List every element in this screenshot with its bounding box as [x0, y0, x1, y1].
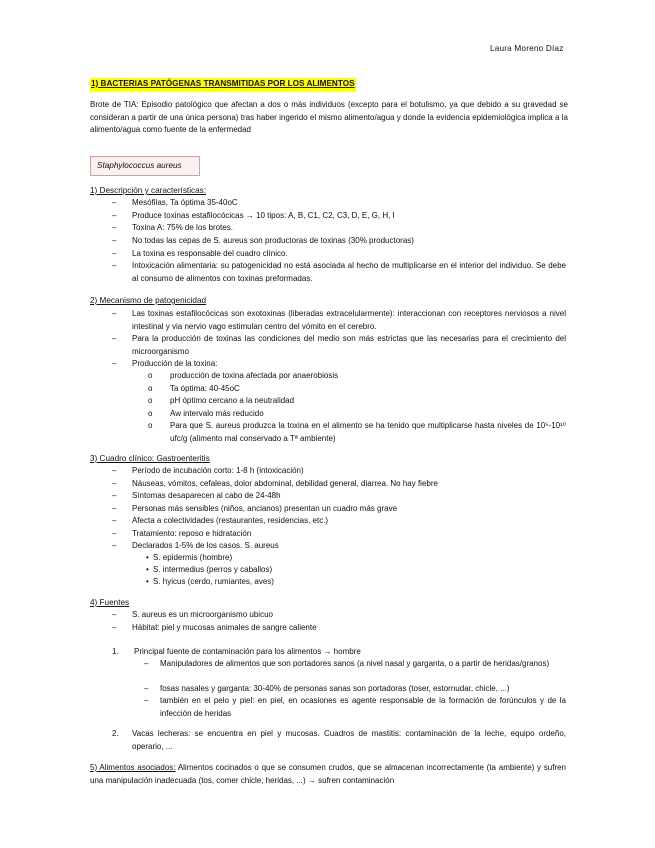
bullet-icon: •	[146, 565, 149, 574]
s2-heading: 2) Mecanismo de patogenicidad	[90, 296, 207, 305]
list-item: No todas las cepas de S. aureus son productoras de toxinas (30% productoras)	[132, 236, 414, 245]
sub-item: Aw intervalo más reducido	[170, 409, 264, 418]
intro-paragraph: Brote de TIA: Episodio patológico que afectan a dos o más individuos (excepto para el botulismo, ya que debido a su gravedad se consideran a partir de una única persona) tras haber ingerido el mismo alimento/agua y donde la evidencia epidemiológica implica a la alimento/agua como fuente de la enfermedad	[90, 100, 568, 134]
s1-heading: 1) Descripción y características:	[90, 186, 207, 195]
list-item: La toxina es responsable del cuadro clínico.	[132, 249, 288, 258]
dash-icon: –	[112, 491, 117, 500]
dash-icon: –	[112, 236, 117, 245]
circle-bullet-icon: o	[148, 371, 153, 380]
dash-icon: –	[112, 479, 117, 488]
bullet-icon: •	[146, 577, 149, 586]
organism-name: Staphylococcus aureus	[97, 161, 182, 170]
list-item: Síntomas desaparecen al cabo de 24-48h	[132, 491, 281, 500]
list-item: Período de incubación corto: 1-8 h (intoxicación)	[132, 466, 304, 475]
list-item: S. aureus es un microorganismo ubicuo	[132, 610, 273, 619]
dash-icon: –	[112, 359, 117, 368]
list-item: Producción de la toxina:	[132, 359, 218, 368]
dash-icon: –	[112, 249, 117, 258]
dash-icon: –	[144, 696, 149, 705]
circle-bullet-icon: o	[148, 421, 153, 430]
list-item: Declarados 1-5% de los casos. S. aureus	[132, 541, 279, 550]
s3-heading: 3) Cuadro clínico: Gastroenteritis	[90, 454, 210, 463]
dash-icon: –	[112, 529, 117, 538]
dash-icon: –	[144, 659, 149, 668]
dash-icon: –	[112, 541, 117, 550]
s5-text: Alimentos cocinados o que se consumen crudos, que se almacenan incorrectamente (ta ambiente) y sufren una manipulación inadecuada (tos, comer chicle, heridas, ...) → sufren contaminación	[90, 763, 567, 785]
dash-icon: –	[112, 198, 117, 207]
sub-item: Ta óptima: 40-45oC	[170, 384, 240, 393]
dash-icon: –	[112, 466, 117, 475]
dash-icon: –	[112, 623, 117, 632]
list-item: Para la producción de toxinas las condiciones del medio son más estrictas que las necesarias para el crecimiento del microorganismo	[132, 334, 566, 356]
list-item: Afecta a colectividades (restaurantes, residencias, etc.)	[132, 516, 329, 525]
sub-item: producción de toxina afectada por anaerobiosis	[170, 371, 339, 380]
list-item: Intoxicación alimentaria: su patogenicidad no está asociada al hecho de multiplicarse en el interior del individuo. Se debe al consumo de alimentos con toxinas preformadas.	[132, 261, 566, 283]
numbered-item: Vacas lecheras: se encuentra en piel y mucosas. Cuadros de mastitis: contaminación de la leche, equipo ordeño, operario, ...	[132, 729, 566, 751]
author-name: Laura Moreno Díaz	[490, 44, 564, 53]
sub-item: fosas nasales y garganta: 30-40% de personas sanas son portadoras (toser, estornudar, chicle, ...)	[160, 684, 510, 693]
list-item: Tratamiento: reposo e hidratación	[132, 529, 252, 538]
sub-item: Para que S. aureus produzca la toxina en el alimento se ha tenido que multiplicarse hasta niveles de 10⁵-10¹⁰ ufc/g (alimento mal conservado a Tª ambiente)	[170, 421, 566, 443]
list-item: Personas más sensibles (niños, ancianos) presentan un cuadro más grave	[132, 504, 398, 513]
circle-bullet-icon: o	[148, 384, 153, 393]
dash-icon: –	[144, 684, 149, 693]
dash-icon: –	[112, 516, 117, 525]
dash-icon: –	[112, 223, 117, 232]
sub-item: S. hyicus (cerdo, rumiantes, aves)	[153, 577, 274, 586]
dash-icon: –	[112, 261, 117, 270]
dash-icon: –	[112, 504, 117, 513]
s5-heading: 5) Alimentos asociados:	[90, 763, 176, 772]
s4-heading: 4) Fuentes	[90, 598, 130, 607]
circle-bullet-icon: o	[148, 409, 153, 418]
list-item: Hábitat: piel y mucosas animales de sangre caliente	[132, 623, 317, 632]
sub-item: S. intermedius (perros y caballos)	[153, 565, 273, 574]
dash-icon: –	[112, 334, 117, 343]
dash-icon: –	[112, 309, 117, 318]
dash-icon: –	[112, 211, 117, 220]
s5-paragraph	[90, 762, 566, 787]
dash-icon: –	[112, 610, 117, 619]
list-item: Las toxinas estafilocócicas son exotoxinas (liberadas extracelularmente): interaccionan con receptores nerviosos a nivel intestinal y via nervio vago estimulan centro del vómito en el cerebro.	[132, 309, 566, 331]
organism-box	[90, 156, 200, 176]
numbered-marker: 2.	[112, 729, 119, 738]
list-item: Produce toxinas estafilocócicas → 10 tipos: A, B, C1, C2, C3, D, E, G, H, I	[132, 211, 395, 220]
numbered-item: Principal fuente de contaminación para los alimentos → hombre	[134, 647, 361, 656]
sub-item: pH óptimo cercano a la neutralidad	[170, 396, 295, 405]
list-item: Mesófilas, Ta óptima 35-40oC	[132, 198, 238, 207]
sub-item: Manipuladores de alimentos que son portadores sanos (a nivel nasal y garganta, o a partir de heridas/granos)	[160, 659, 550, 668]
circle-bullet-icon: o	[148, 396, 153, 405]
sub-item: también en el pelo y piel: en piel, en ocasiones es agente responsable de la formación de forúnculos y de la infección de heridas	[160, 696, 566, 718]
list-item: Náuseas, vómitos, cefaleas, dolor abdominal, debilidad general, diarrea. No hay fiebre	[132, 479, 438, 488]
section-title: 1) BACTERIAS PATÓGENAS TRANSMITIDAS POR LOS ALIMENTOS	[90, 78, 356, 91]
bullet-icon: •	[146, 553, 149, 562]
list-item: Toxina A: 75% de los brotes.	[132, 223, 233, 232]
sub-item: S. epidermis (hombre)	[153, 553, 233, 562]
numbered-marker: 1.	[112, 647, 119, 656]
